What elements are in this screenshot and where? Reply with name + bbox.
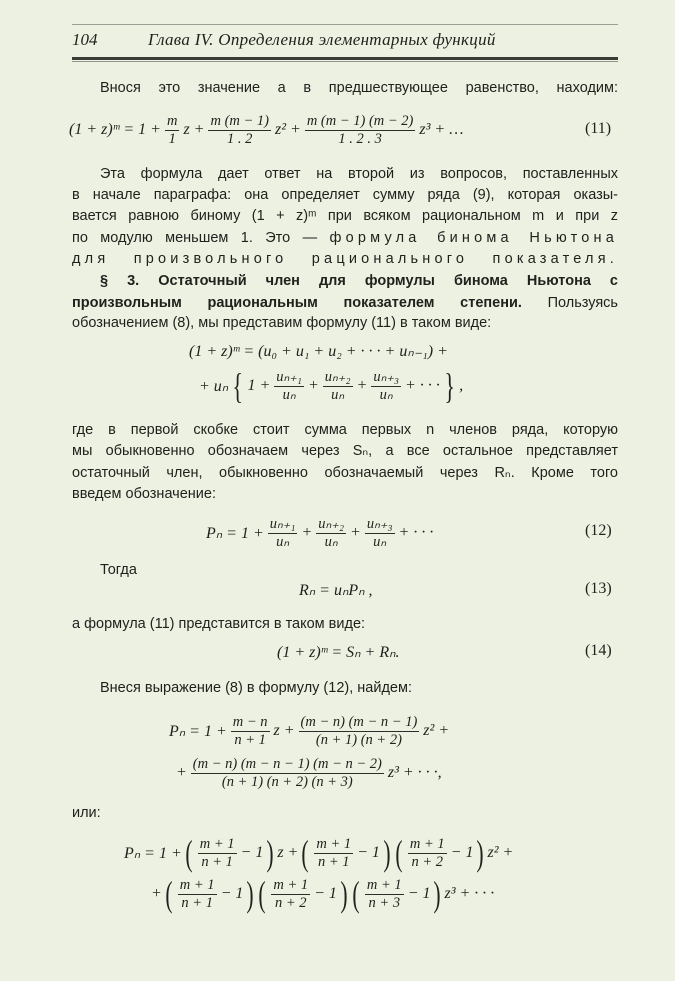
math-term: + (301, 524, 313, 541)
page-number: 104 (72, 30, 98, 49)
equation-pn-alt-line2 (150, 872, 495, 916)
math-term: + (307, 377, 319, 394)
large-bracket: ( (301, 833, 309, 873)
math-term: (1 + z)ᵐ = (u₀ + u₁ + u₂ + · · · + uₙ₋₁) + (189, 343, 448, 360)
math-term: z² + (274, 121, 301, 138)
numerator: uₙ₊₂ (324, 368, 351, 385)
math-term: (1 + z)ᵐ = 1 + (69, 121, 161, 138)
fraction (271, 877, 310, 912)
equation-14 (276, 630, 400, 674)
fraction (191, 756, 384, 791)
large-bracket: ) (340, 874, 348, 914)
math-term: − 1 (240, 844, 264, 861)
denominator: uₙ (373, 533, 387, 550)
paragraph-line: мы обыкновенно обозначаем через Sₙ, а все остальное представляет (72, 443, 618, 459)
math-term: z + (273, 722, 295, 739)
numerator: m (m − 1) (m − 2) (306, 112, 414, 129)
denominator: uₙ (324, 533, 338, 550)
paragraph-line: вается равною биному (1 + z)ᵐ при всяком рациональном m и при z (72, 208, 618, 224)
fraction (408, 836, 447, 871)
large-bracket: ( (258, 874, 266, 914)
denominator: n + 2 (411, 853, 444, 870)
paragraph-line: остаточный член, обыкновенно обозначаемый через Rₙ. Кроме того (72, 465, 618, 481)
math-term: Pₙ = 1 + (206, 525, 264, 542)
running-header (72, 30, 618, 50)
fraction (323, 369, 353, 404)
paragraph-line (72, 293, 618, 314)
equation-pn-alt-line1 (123, 831, 514, 875)
paragraph-line: или: (72, 805, 101, 821)
math-term: + · · · (398, 524, 434, 541)
math-term: − 1 (357, 844, 380, 861)
numerator: m (m − 1) (210, 112, 269, 129)
numerator: m (166, 112, 178, 129)
equation-number: (14) (585, 642, 612, 659)
math-term: 1 + (247, 377, 271, 394)
math-term: + (176, 764, 187, 781)
fraction (365, 877, 404, 912)
text-span: по модулю меньшем 1. Это — (72, 230, 318, 246)
fraction (208, 113, 271, 148)
equation-number: (13) (585, 580, 612, 597)
numerator: m + 1 (316, 835, 352, 852)
paragraph-line: обозначением (8), мы представим формулу (11) в таком виде: (72, 315, 492, 331)
math-term: − 1 (314, 885, 337, 902)
fraction (371, 369, 401, 404)
math-term: + (356, 377, 368, 394)
fraction (316, 516, 346, 551)
math-term: (1 + z)ᵐ = Sₙ + Rₙ. (277, 644, 400, 661)
fraction (268, 516, 298, 551)
large-bracket: { (232, 366, 243, 406)
denominator: uₙ (282, 386, 296, 403)
math-term: z² + (423, 722, 450, 739)
fraction (198, 836, 237, 871)
denominator: 1 (168, 130, 176, 147)
denominator: n + 1 (317, 853, 350, 870)
math-term: + · · · (405, 377, 440, 394)
denominator: 1 . 2 (227, 130, 253, 147)
equation-13 (298, 568, 373, 612)
large-bracket: ) (433, 874, 442, 914)
large-bracket: ) (266, 833, 274, 873)
numerator: uₙ₊₃ (366, 515, 393, 532)
equation-number: (11) (585, 120, 612, 137)
numerator: m + 1 (273, 876, 309, 893)
numerator: m + 1 (199, 835, 235, 852)
paragraph-line: Внося это значение a в предшествующее равенство, находим: (100, 80, 618, 96)
math-term: + (151, 885, 162, 902)
numerator: (m − n) (m − n − 1) (m − n − 2) (192, 755, 382, 772)
paragraph-line: Тогда (100, 562, 137, 578)
fraction (365, 516, 395, 551)
equation-number: (12) (585, 522, 612, 539)
math-term: + uₙ (199, 378, 229, 395)
math-term: z³ + · · ·, (387, 764, 442, 781)
math-term: − 1 (450, 844, 474, 861)
denominator: n + 3 (368, 894, 401, 911)
fraction (178, 877, 217, 912)
header-rule-thick (72, 57, 618, 60)
math-term: z³ + … (419, 121, 464, 138)
math-term: + (350, 524, 361, 541)
math-term: , (459, 377, 464, 394)
large-bracket: ( (165, 874, 173, 914)
equation-remainder-line2 (198, 364, 464, 408)
denominator: (n + 1) (n + 2) (n + 3) (221, 773, 353, 790)
denominator: n + 1 (181, 894, 213, 911)
paragraph-line (72, 228, 618, 249)
numerator: uₙ₊₁ (269, 515, 296, 532)
fraction (165, 113, 179, 148)
header-rule-thin (72, 61, 618, 62)
denominator: n + 2 (274, 894, 307, 911)
large-bracket: ) (476, 833, 485, 873)
paragraph-line: Внеся выражение (8) в формулу (12), найдем: (100, 680, 412, 696)
large-bracket: ( (185, 833, 193, 873)
section-heading-cont: произвольным рациональным показателем степени. (72, 295, 522, 311)
math-term: z² + (487, 844, 514, 861)
paragraph-line: Эта формула дает ответ на второй из вопросов, поставленных (100, 166, 618, 182)
large-bracket: ( (395, 833, 403, 873)
math-term: Pₙ = 1 + (124, 845, 182, 862)
denominator: uₙ (331, 386, 345, 403)
text-span: Пользуясь (547, 295, 618, 311)
math-term: Rₙ = uₙPₙ , (299, 582, 373, 599)
header-top-rule (72, 24, 618, 25)
numerator: uₙ₊₂ (318, 515, 345, 532)
math-term: − 1 (407, 885, 431, 902)
numerator: uₙ₊₃ (373, 368, 400, 385)
math-term: z + (277, 844, 299, 861)
paragraph-line: в начале параграфа: она определяет сумму ряда (9), которая оказы- (72, 187, 618, 203)
spaced-emphasis-line: для произвольного рационального показателя. (72, 251, 618, 267)
numerator: m + 1 (179, 876, 215, 893)
numerator: m − n (232, 713, 268, 730)
large-bracket: ) (383, 833, 391, 873)
numerator: uₙ₊₁ (276, 368, 302, 385)
paragraph-line: а формула (11) представится в таком виде: (72, 616, 366, 632)
fraction (314, 836, 353, 871)
denominator: (n + 1) (n + 2) (315, 731, 402, 748)
spaced-emphasis: формула бинома Ньютона (329, 230, 619, 246)
large-bracket: } (444, 366, 455, 406)
section-heading: § 3. Остаточный член для формулы бинома Ньютона с (100, 273, 618, 289)
chapter-title: Глава IV. Определения элементарных функций (148, 30, 496, 49)
math-term: − 1 (220, 885, 244, 902)
fraction (305, 113, 416, 148)
equation-pn-expanded-line2 (175, 751, 443, 795)
numerator: (m − n) (m − n − 1) (300, 713, 418, 730)
equation-pn-expanded-line1 (168, 709, 450, 753)
fraction (231, 714, 270, 749)
numerator: m + 1 (409, 835, 445, 852)
large-bracket: ) (246, 874, 254, 914)
paragraph-line: где в первой скобке стоит сумма первых n членов ряда, которую (72, 422, 618, 438)
equation-12 (205, 511, 434, 555)
numerator: m + 1 (366, 876, 402, 893)
large-bracket: ( (352, 874, 360, 914)
denominator: n + 1 (201, 853, 233, 870)
denominator: uₙ (276, 533, 290, 550)
denominator: uₙ (379, 386, 393, 403)
math-term: z + (183, 121, 205, 138)
denominator: n + 1 (234, 731, 266, 748)
math-term: Pₙ = 1 + (169, 723, 227, 740)
fraction (299, 714, 420, 749)
paragraph-line: введем обозначение: (72, 486, 217, 502)
equation-11 (68, 108, 464, 152)
math-term: z³ + · · · (444, 885, 495, 902)
fraction (274, 369, 304, 404)
denominator: 1 . 2 . 3 (338, 130, 382, 147)
